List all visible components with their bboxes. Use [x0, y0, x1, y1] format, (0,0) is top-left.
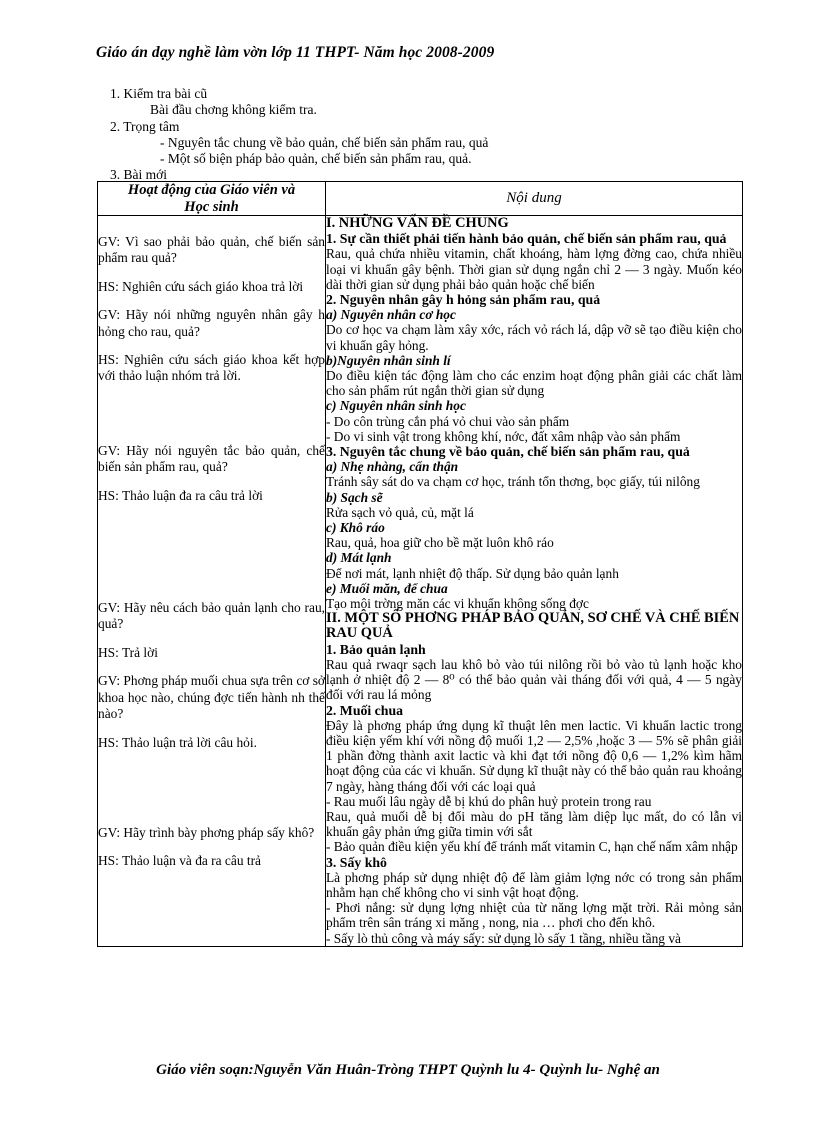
table-body-row	[98, 216, 743, 947]
spacer	[98, 340, 325, 352]
content-heading: b) Sạch sẽ	[326, 489, 383, 505]
content-cell	[326, 216, 743, 947]
content-paragraph: - Do côn trùng cắn phá vỏ chui vào sản phẩm	[326, 413, 570, 429]
preamble-item: 1. Kiểm tra bài cũ	[110, 86, 208, 101]
content-paragraph: Đây là phơng pháp ứng dụng kĩ thuật lên men lactic. Vi khuẩn lactic trong điều kiện yếm khí với nồng độ muối 1,2 — 2,5% ,hoặc 3 — 5% sẽ phân giải 1 phần đờng thành axit lactic và khi đạt tới nồng độ 0,6 — 1,2% kìm hãm hoạt động của các vi khuẩn. Sử dụng kĩ thuật này có thể bảo quản rau khoảng 7 ngày, hàng tháng đối với các loại quả	[326, 717, 742, 794]
activities-cell	[98, 216, 326, 947]
spacer	[98, 476, 325, 488]
column-header-activities-line2: Học sinh	[184, 198, 239, 215]
spacer	[98, 633, 325, 645]
spacer	[98, 295, 325, 307]
content-paragraph: - Rau muối lâu ngày dễ bị khú do phân huỷ protein trong rau	[326, 793, 652, 809]
activity-item: HS: Thảo luận và đa ra câu trả	[98, 853, 261, 869]
activity-item: GV: Hãy trình bày phơng pháp sấy khô?	[98, 824, 315, 840]
activity-item: HS: Nghiên cứu sách giáo khoa trả lời	[98, 278, 304, 294]
spacer	[98, 723, 325, 735]
content-heading: 2. Nguyên nhân gây h hỏng sản phẩm rau, quả	[326, 292, 601, 308]
content-heading: b)Nguyên nhân sinh lí	[326, 352, 451, 368]
activity-item: HS: Thảo luận đa ra câu trả lời	[98, 487, 263, 503]
spacer	[98, 216, 325, 234]
content-heading: 1. Bảo quản lạnh	[326, 641, 426, 657]
content-heading: e) Muối măn, để chua	[326, 580, 448, 596]
content-paragraph: Tránh sây sát do va chạm cơ học, tránh tổn thơng, bọc giấy, túi nilông	[326, 474, 700, 490]
content-heading: 2. Muối chua	[326, 702, 404, 718]
spacer	[98, 504, 325, 600]
spacer	[98, 751, 325, 825]
content-paragraph: - Bảo quản điều kiện yếu khí để tránh mất vitamin C, hạn chế nấm xâm nhập	[326, 839, 738, 855]
activity-item: HS: Nghiên cứu sách giáo khoa kết hợp với thảo luận nhóm trả lời.	[98, 352, 325, 384]
content-paragraph: - Do vi sinh vật trong không khí, nớc, đất xâm nhập vào sản phẩm	[326, 428, 681, 444]
content-heading: c) Nguyên nhân sinh học	[326, 398, 466, 414]
content-paragraph: - Phơi nắng: sử dụng lợng nhiệt của từ năng lợng mặt trời. Rải mỏng sản phẩm trên sân tráng xi măng , nong, nia … phơi cho đến khô.	[326, 900, 742, 931]
activity-item: GV: Hãy nêu cách bảo quản lạnh cho rau, quả?	[98, 600, 325, 632]
content-heading: 3. Nguyên tắc chung về bảo quản, chế biến sản phẩm rau, quả	[326, 444, 690, 460]
content-heading: I. NHỮNG VẤN ĐỀ CHUNG	[326, 215, 509, 231]
spacer	[98, 267, 325, 279]
page-title: Giáo án dạy nghề làm vờn lớp 11 THPT- Năm học 2008-2009	[96, 44, 495, 61]
content-paragraph: Để nơi mát, lạnh nhiệt độ thấp. Sử dụng bảo quản lạnh	[326, 565, 619, 581]
content-paragraph: Là phơng pháp sử dụng nhiệt độ để làm giảm lợng nớc có trong sản phẩm nhằm hạn chế không cho vi sinh vật hoạt động.	[326, 869, 742, 900]
content-heading: a) Nguyên nhân cơ học	[326, 307, 456, 323]
page-footer: Giáo viên soạn:Nguyễn Văn Huân-Tròng THPT Quỳnh lu 4- Quỳnh lu- Nghệ an	[156, 1062, 660, 1078]
preamble-item: 2. Trọng tâm	[110, 118, 180, 134]
preamble-item: 3. Bài mới	[110, 167, 168, 183]
content-heading: II. MỘT SỐ PHƠNG PHÁP BẢO QUẢN, SƠ CHẾ VÀ CHẾ BIẾN RAU QUẢ	[326, 610, 740, 642]
spacer	[98, 661, 325, 673]
preamble-item: - Nguyên tắc chung về bảo quản, chế biến sản phẩm rau, quả	[160, 134, 489, 150]
content-paragraph: Rửa sạch vỏ quả, củ, mặt lá	[326, 504, 474, 520]
column-header-content: Nội dung	[326, 182, 743, 216]
column-header-activities-line1: Hoạt động của Giáo viên và	[127, 182, 296, 198]
activity-item: GV: Hãy nói những nguyên nhân gây h hỏng cho rau, quả?	[98, 307, 325, 339]
content-paragraph: Do cơ học va chạm làm xây xớc, rách vỏ rách lá, dập vỡ sẽ tạo điều kiện cho vi khuẩn gây hỏng.	[326, 322, 742, 353]
content-heading: d) Mát lạnh	[326, 550, 392, 566]
content-heading: c) Khô ráo	[326, 520, 385, 536]
preamble-item: Bài đầu chơng không kiểm tra.	[150, 102, 317, 118]
lesson-plan-table	[97, 181, 743, 947]
content-heading: a) Nhẹ nhàng, cẩn thận	[326, 459, 459, 475]
spacer	[98, 385, 325, 443]
content-paragraph: Do điều kiện tác động làm cho các enzim hoạt động phân giải các chất làm cho sản phẩm rút ngắn thời gian sử dụng	[326, 368, 742, 399]
column-header-activities	[98, 182, 326, 216]
table-header-row	[98, 182, 743, 216]
preamble-list	[110, 86, 750, 184]
activity-item: GV: Vì sao phải bảo quản, chế biến sản phẩm rau quả?	[98, 234, 325, 266]
content-heading: 3. Sấy khô	[326, 854, 387, 870]
content-paragraph: Rau, quả, hoa giữ cho bề mặt luôn khô ráo	[326, 535, 554, 551]
content-paragraph: Rau quả rwaqr sạch lau khô bỏ vào túi nilông rồi bỏ vào tủ lạnh hoặc kho lạnh ở nhiệt độ 2 — 8⁰ có thể bảo quản vài tháng đối với quả, 4 — 5 ngày đối với rau lá mỏng	[326, 656, 742, 703]
content-paragraph: Rau, quả muối dễ bị đổi màu do pH tăng làm diệp lục mất, do có lẫn vi khuẩn gây phản ứng giữa timin với sắt	[326, 808, 742, 840]
content-paragraph: Rau, quả chứa nhiều vitamin, chất khoáng, hàm lợng đờng cao, chứa nhiều loại vi khuẩn gây bệnh. Thời gian sử dụng ngắn chỉ 2 — 3 ngày. Muốn kéo dài thời gian sử dụng phải bảo quản hoặc chế biến	[326, 246, 742, 292]
content-paragraph: Tạo môi trờng măn các vi khuẩn không sống đợc	[326, 596, 589, 612]
activity-item: HS: Thảo luận trả lời câu hỏi.	[98, 734, 257, 750]
activity-item: GV: Phơng pháp muối chua sựa trên cơ sở khoa học nào, chúng đợc tiến hành nh thế nào?	[98, 673, 325, 722]
activity-item: HS: Trả lời	[98, 644, 158, 660]
spacer	[98, 841, 325, 853]
preamble-item: - Một số biện pháp bảo quản, chế biến sản phẩm rau, quả.	[160, 151, 472, 167]
content-heading: 1. Sự cần thiết phải tiến hành bảo quản, chế biến sản phẩm rau, quả	[326, 231, 727, 247]
activity-item: GV: Hãy nói nguyên tắc bảo quản, chế biến sản phẩm rau, quả?	[98, 442, 325, 475]
content-paragraph: - Sấy lò thủ công và máy sấy: sử dụng lò sấy 1 tầng, nhiều tầng và	[326, 930, 681, 946]
